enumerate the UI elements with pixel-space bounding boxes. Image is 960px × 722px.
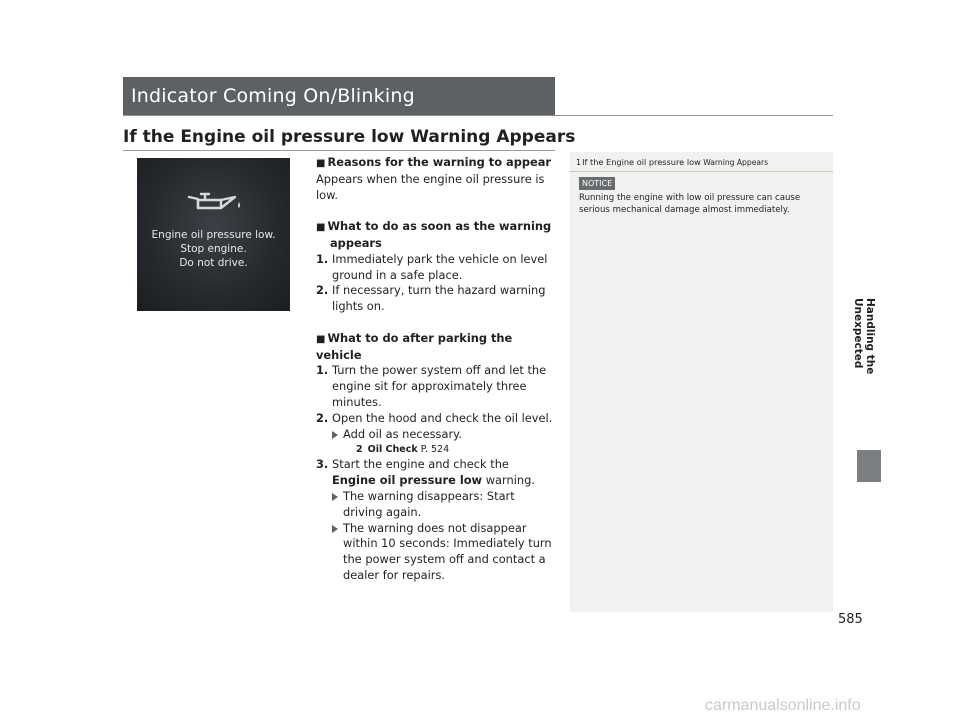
section-title: Indicator Coming On/Blinking	[131, 85, 415, 107]
reasons-text: Appears when the engine oil pressure is low.	[316, 171, 545, 202]
sidebar-note	[570, 152, 833, 612]
section-divider	[123, 115, 833, 116]
reasons-heading: ■ Reasons for the warning to appear	[316, 155, 552, 169]
arrow-icon	[332, 431, 338, 439]
note-marker-icon: 1	[576, 158, 582, 167]
after-step-1: 1. Turn the power system off and let the engine sit for approximately three minutes.	[316, 363, 547, 409]
result-bullet-2: The warning does not disappear within 10 seconds: Immediately turn the power system off and contact a dealer for repairs.	[316, 521, 556, 584]
cross-reference-icon: 2	[356, 444, 363, 456]
page-number: 585	[838, 612, 863, 627]
warning-line-2: Stop engine.	[180, 243, 247, 255]
arrow-icon	[332, 525, 338, 533]
warning-message-panel	[137, 158, 290, 311]
arrow-icon	[332, 493, 338, 501]
warning-line-1: Engine oil pressure low.	[151, 229, 276, 241]
after-heading: ■ What to do after parking the vehicle	[316, 330, 513, 362]
chapter-tab	[857, 450, 881, 482]
page-heading: If the Engine oil pressure low Warning Appears	[123, 127, 576, 147]
note-divider	[570, 171, 833, 172]
oil-check-link[interactable]: 2 Oil Check P. 524	[356, 444, 450, 456]
soon-step-2: 2. If necessary, turn the hazard warning lights on.	[316, 283, 546, 314]
notice-badge: NOTICE	[579, 177, 615, 190]
add-oil-bullet: Add oil as necessary.	[316, 427, 556, 443]
after-step-2: 2. Open the hood and check the oil level.	[316, 410, 553, 425]
notice-text: Running the engine with low oil pressure can cause serious mechanical damage almost immediately.	[579, 193, 801, 215]
note-title: 1If the Engine oil pressure low Warning Appears	[576, 157, 769, 167]
oil-can-icon	[185, 188, 243, 216]
main-column	[316, 155, 556, 584]
soon-heading-cont: appears	[330, 235, 382, 250]
watermark: carmanualsonline.info	[705, 697, 861, 714]
soon-step-1: 1. Immediately park the vehicle on level ground in a safe place.	[316, 251, 548, 282]
section-title-bar	[123, 77, 555, 115]
heading-divider	[123, 150, 555, 151]
result-bullet-1: The warning disappears: Start driving again.	[316, 489, 556, 521]
soon-heading: ■ What to do as soon as the warning	[316, 219, 552, 234]
after-step-3: 3. Start the engine and check the Engine oil pressure low warning.	[316, 457, 535, 488]
warning-line-3: Do not drive.	[179, 257, 248, 269]
chapter-tab-label: Handling the Unexpected	[852, 298, 876, 375]
